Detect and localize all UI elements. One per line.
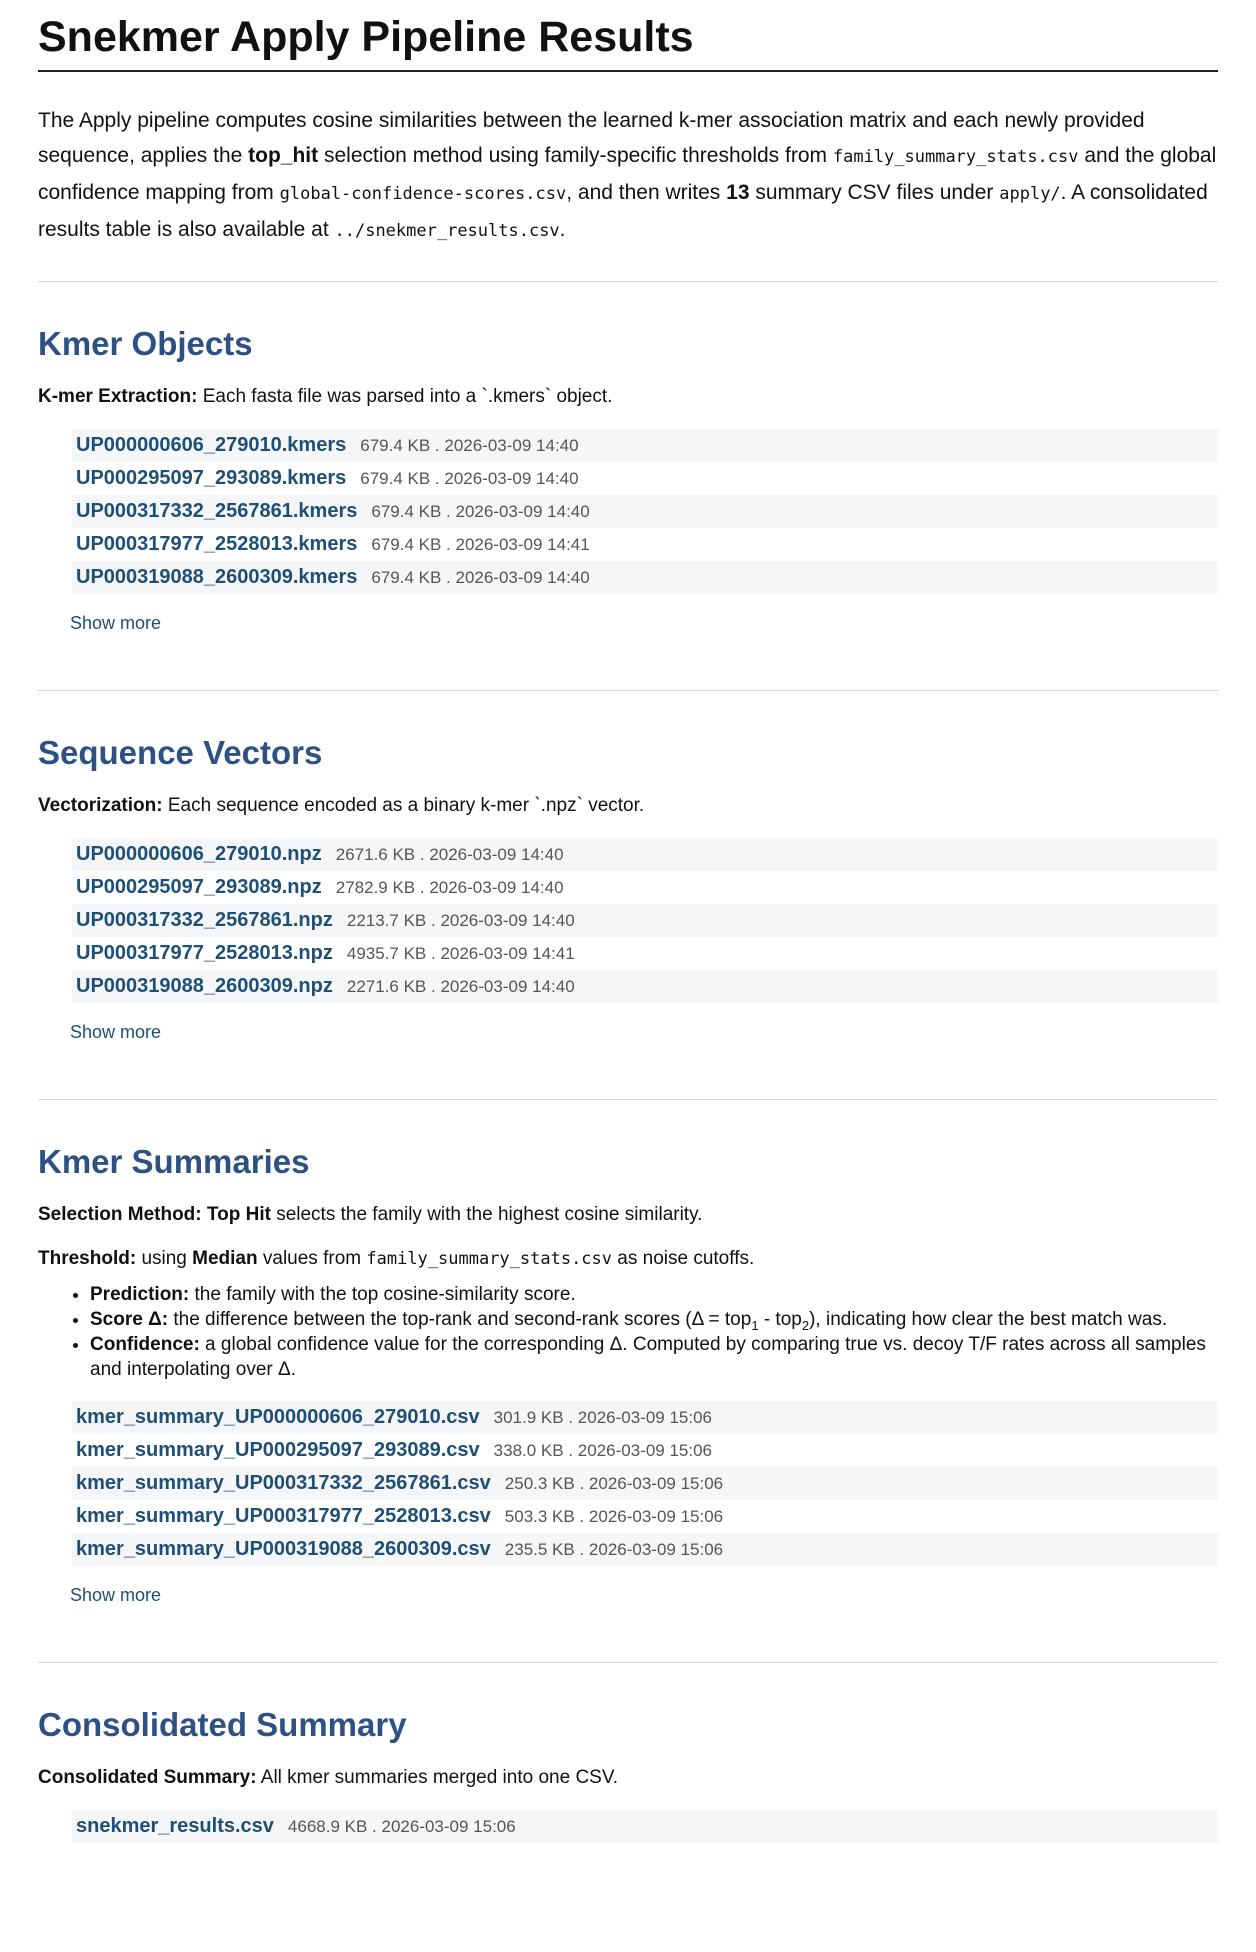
section-sequence-vectors [38, 691, 1218, 1043]
intro-text: selection method using family-specific thresholds from [318, 144, 833, 167]
description-text: Each fasta file was parsed into a `.kmers` object. [197, 386, 613, 407]
file-link[interactable]: kmer_summary_UP000295097_293089.csv [76, 1439, 480, 1461]
definition-label: Score Δ: [90, 1309, 169, 1330]
file-link[interactable]: kmer_summary_UP000000606_279010.csv [76, 1406, 480, 1428]
definition-text: the family with the top cosine-similarity score. [189, 1284, 576, 1305]
file-row [72, 904, 1218, 937]
file-link[interactable]: kmer_summary_UP000319088_2600309.csv [76, 1538, 491, 1560]
file-row [72, 1533, 1218, 1566]
file-link[interactable]: UP000317332_2567861.kmers [76, 500, 358, 522]
file-row [72, 528, 1218, 561]
section-description [38, 384, 1218, 410]
definition-item [90, 1332, 1218, 1382]
intro-code: global-confidence-scores.csv [279, 184, 567, 204]
section-kmer-summaries [38, 1100, 1218, 1606]
file-meta: 2213.7 KB . 2026-03-09 14:40 [346, 910, 575, 930]
definition-item [90, 1307, 1218, 1332]
threshold-file-code: family_summary_stats.csv [366, 1249, 613, 1269]
threshold-stat: Median [192, 1248, 258, 1269]
file-row [72, 1401, 1218, 1434]
description-label: Vectorization: [38, 795, 163, 816]
definition-label: Prediction: [90, 1284, 190, 1305]
file-row [72, 970, 1218, 1003]
description-text: All kmer summaries merged into one CSV. [256, 1767, 619, 1788]
file-list [72, 838, 1218, 1003]
section-description [38, 1765, 1218, 1791]
description-text: using [136, 1248, 193, 1269]
section-kmer-objects [38, 282, 1218, 634]
file-row [72, 561, 1218, 594]
file-meta: 679.4 KB . 2026-03-09 14:40 [360, 468, 579, 488]
intro-text: summary CSV files under [749, 181, 1000, 204]
file-link[interactable]: UP000295097_293089.npz [76, 876, 322, 898]
file-meta: 250.3 KB . 2026-03-09 15:06 [504, 1473, 724, 1493]
file-meta: 4935.7 KB . 2026-03-09 14:41 [346, 943, 575, 963]
intro-paragraph [38, 103, 1218, 249]
intro-method: top_hit [248, 144, 319, 167]
file-meta: 4668.9 KB . 2026-03-09 15:06 [287, 1816, 516, 1836]
page-title: Snekmer Apply Pipeline Results [38, 0, 1218, 72]
description-label: Consolidated Summary: [38, 1767, 257, 1788]
file-meta: 338.0 KB . 2026-03-09 15:06 [493, 1440, 713, 1460]
file-row [72, 1467, 1218, 1500]
file-meta: 2782.9 KB . 2026-03-09 14:40 [335, 877, 564, 897]
show-more-button[interactable]: Show more [70, 613, 162, 633]
file-row [72, 1434, 1218, 1467]
section-heading: Sequence Vectors [38, 734, 323, 771]
file-link[interactable]: UP000319088_2600309.npz [76, 975, 333, 997]
description-text: as noise cutoffs. [612, 1248, 755, 1269]
file-meta: 503.3 KB . 2026-03-09 15:06 [504, 1506, 724, 1526]
selection-method-name: Top Hit [206, 1204, 271, 1225]
subscript: 1 [751, 1317, 759, 1333]
file-link[interactable]: UP000317977_2528013.npz [76, 942, 333, 964]
definition-text: a global confidence value for the corresponding Δ. Computed by comparing true vs. decoy T/F rates across all samples and interpolating over Δ. [90, 1334, 1206, 1380]
selection-method-description [38, 1202, 1218, 1228]
file-meta: 679.4 KB . 2026-03-09 14:40 [371, 501, 590, 521]
definition-label: Confidence: [90, 1334, 200, 1355]
description-label: Threshold: [38, 1248, 137, 1269]
file-meta: 2671.6 KB . 2026-03-09 14:40 [335, 844, 564, 864]
intro-code: ../snekmer_results.csv [334, 221, 560, 241]
file-meta: 679.4 KB . 2026-03-09 14:41 [371, 534, 590, 554]
description-label: Selection Method: [38, 1204, 202, 1225]
subscript: 2 [801, 1317, 810, 1333]
definition-text: - top [758, 1309, 802, 1330]
file-row [72, 838, 1218, 871]
file-link[interactable]: UP000317977_2528013.kmers [76, 533, 358, 555]
file-row [72, 1810, 1218, 1843]
definition-text: ), indicating how clear the best match was. [809, 1309, 1168, 1330]
file-meta: 2271.6 KB . 2026-03-09 14:40 [346, 976, 575, 996]
section-heading: Kmer Objects [38, 325, 253, 362]
file-row [72, 1500, 1218, 1533]
file-link[interactable]: snekmer_results.csv [76, 1815, 274, 1837]
threshold-description [38, 1246, 1218, 1272]
show-more-button[interactable]: Show more [70, 1585, 162, 1605]
description-label: K-mer Extraction: [38, 386, 198, 407]
definition-list [38, 1282, 1218, 1382]
file-link[interactable]: UP000000606_279010.npz [76, 843, 322, 865]
intro-count: 13 [726, 181, 750, 204]
file-list [72, 1810, 1218, 1843]
file-list [72, 429, 1218, 594]
intro-text: . A consolidated results table is also available at [38, 181, 1208, 241]
file-meta: 235.5 KB . 2026-03-09 15:06 [504, 1539, 724, 1559]
description-text: values from [257, 1248, 367, 1269]
intro-code: family_summary_stats.csv [832, 147, 1079, 167]
definition-text: the difference between the top-rank and second-rank scores (Δ = top [168, 1309, 752, 1330]
show-more-button[interactable]: Show more [70, 1022, 162, 1042]
file-row [72, 937, 1218, 970]
intro-text: and the global confidence mapping from [38, 144, 1217, 204]
file-row [72, 495, 1218, 528]
file-link[interactable]: kmer_summary_UP000317977_2528013.csv [76, 1505, 491, 1527]
file-link[interactable]: UP000317332_2567861.npz [76, 909, 333, 931]
file-row [72, 462, 1218, 495]
file-row [72, 871, 1218, 904]
intro-code: apply/ [999, 184, 1061, 204]
file-link[interactable]: kmer_summary_UP000317332_2567861.csv [76, 1472, 491, 1494]
section-heading: Kmer Summaries [38, 1143, 310, 1180]
file-list [72, 1401, 1218, 1566]
file-link[interactable]: UP000295097_293089.kmers [76, 467, 347, 489]
file-link[interactable]: UP000000606_279010.kmers [76, 434, 347, 456]
definition-item [90, 1282, 1218, 1307]
section-heading: Consolidated Summary [38, 1706, 407, 1743]
file-meta: 679.4 KB . 2026-03-09 14:40 [360, 435, 579, 455]
section-consolidated-summary [38, 1663, 1218, 1843]
section-description [38, 793, 1218, 819]
description-text: selects the family with the highest cosine similarity. [270, 1204, 703, 1225]
file-meta: 301.9 KB . 2026-03-09 15:06 [493, 1407, 713, 1427]
intro-text: . [559, 218, 566, 241]
file-row [72, 429, 1218, 462]
intro-text: , and then writes [566, 181, 727, 204]
file-link[interactable]: UP000319088_2600309.kmers [76, 566, 358, 588]
file-meta: 679.4 KB . 2026-03-09 14:40 [371, 567, 590, 587]
intro-text: The Apply pipeline computes cosine similarities between the learned k-mer association matrix and each newly provided sequence, applies the [38, 109, 1145, 167]
description-text: Each sequence encoded as a binary k-mer `.npz` vector. [162, 795, 645, 816]
